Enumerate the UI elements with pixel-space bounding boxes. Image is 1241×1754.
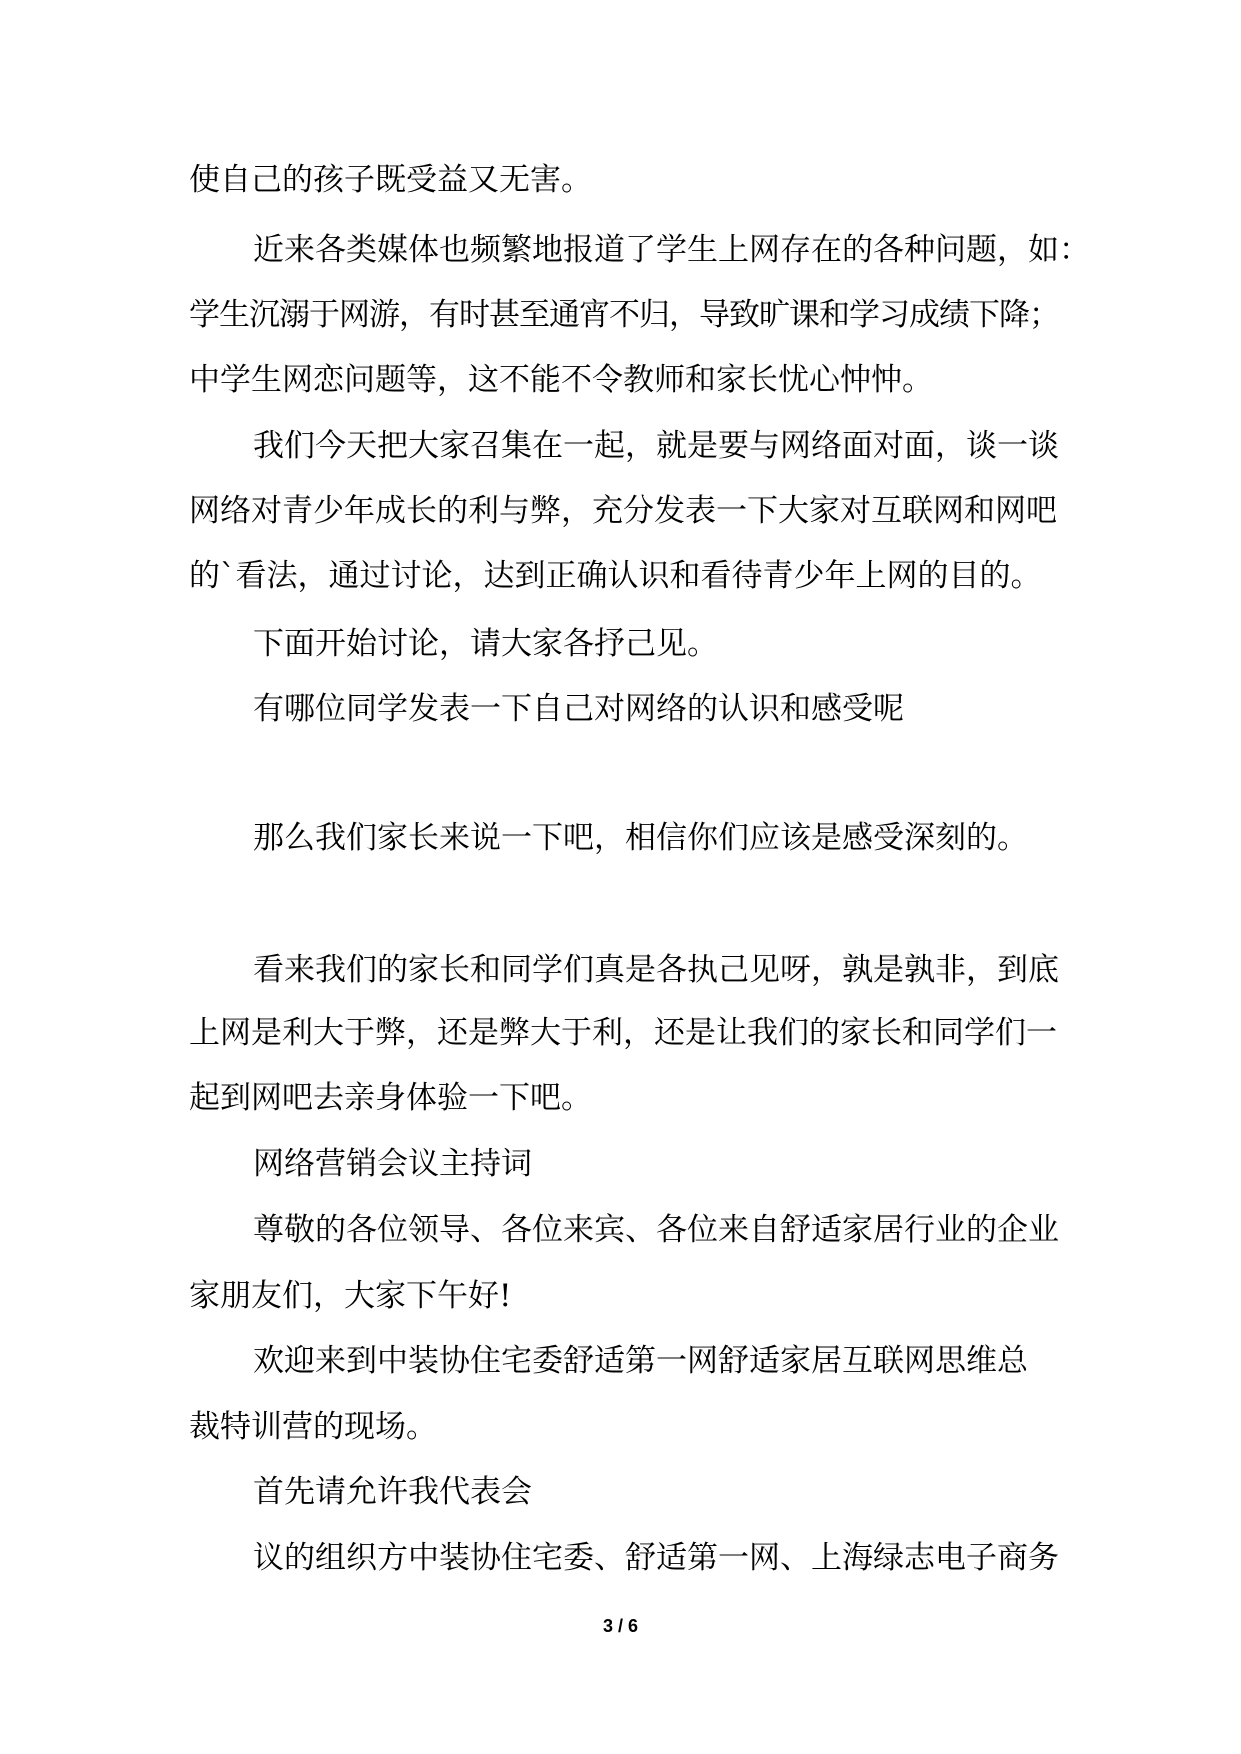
text-line: 使自己的孩子既受益又无害。 [189,162,592,198]
text-line: 尊敬的各位领导、各位来宾、各位来自舒适家居行业的企业 [253,1212,1059,1248]
text-line: 下面开始讨论，请大家各抒己见。 [253,626,718,662]
text-line: 首先请允许我代表会 [253,1474,532,1510]
text-line: 起到网吧去亲身体验一下吧。 [189,1080,592,1116]
text-line: 欢迎来到中装协住宅委舒适第一网舒适家居互联网思维总 [253,1343,1028,1379]
text-line: 上网是利大于弊，还是弊大于利，还是让我们的家长和同学们一 [189,1015,1057,1051]
text-line: 的`看法，通过讨论，达到正确认识和看待青少年上网的目的。 [189,558,1042,594]
text-line: 近来各类媒体也频繁地报道了学生上网存在的各种问题，如： [253,232,1090,268]
text-line: 家朋友们，大家下午好! [189,1278,512,1314]
text-line: 网络对青少年成长的利与弊，充分发表一下大家对互联网和网吧 [189,493,1057,529]
text-line: 议的组织方中装协住宅委、舒适第一网、上海绿志电子商务 [253,1540,1059,1576]
text-line: 裁特训营的现场。 [189,1409,437,1445]
text-line: 中学生网恋问题等，这不能不令教师和家长忧心忡忡。 [189,362,933,398]
section-heading: 网络营销会议主持词 [253,1146,532,1182]
text-line: 有哪位同学发表一下自己对网络的认识和感受呢 [253,691,904,727]
text-line: 那么我们家长来说一下吧，相信你们应该是感受深刻的。 [253,820,1028,856]
text-line: 学生沉溺于网游，有时甚至通宵不归，导致旷课和学习成绩下降； [189,297,1059,333]
text-line: 看来我们的家长和同学们真是各执己见呀，孰是孰非，到底 [253,952,1059,988]
text-line: 我们今天把大家召集在一起，就是要与网络面对面，谈一谈 [253,428,1059,464]
page-number: 3 / 6 [602,1616,639,1636]
